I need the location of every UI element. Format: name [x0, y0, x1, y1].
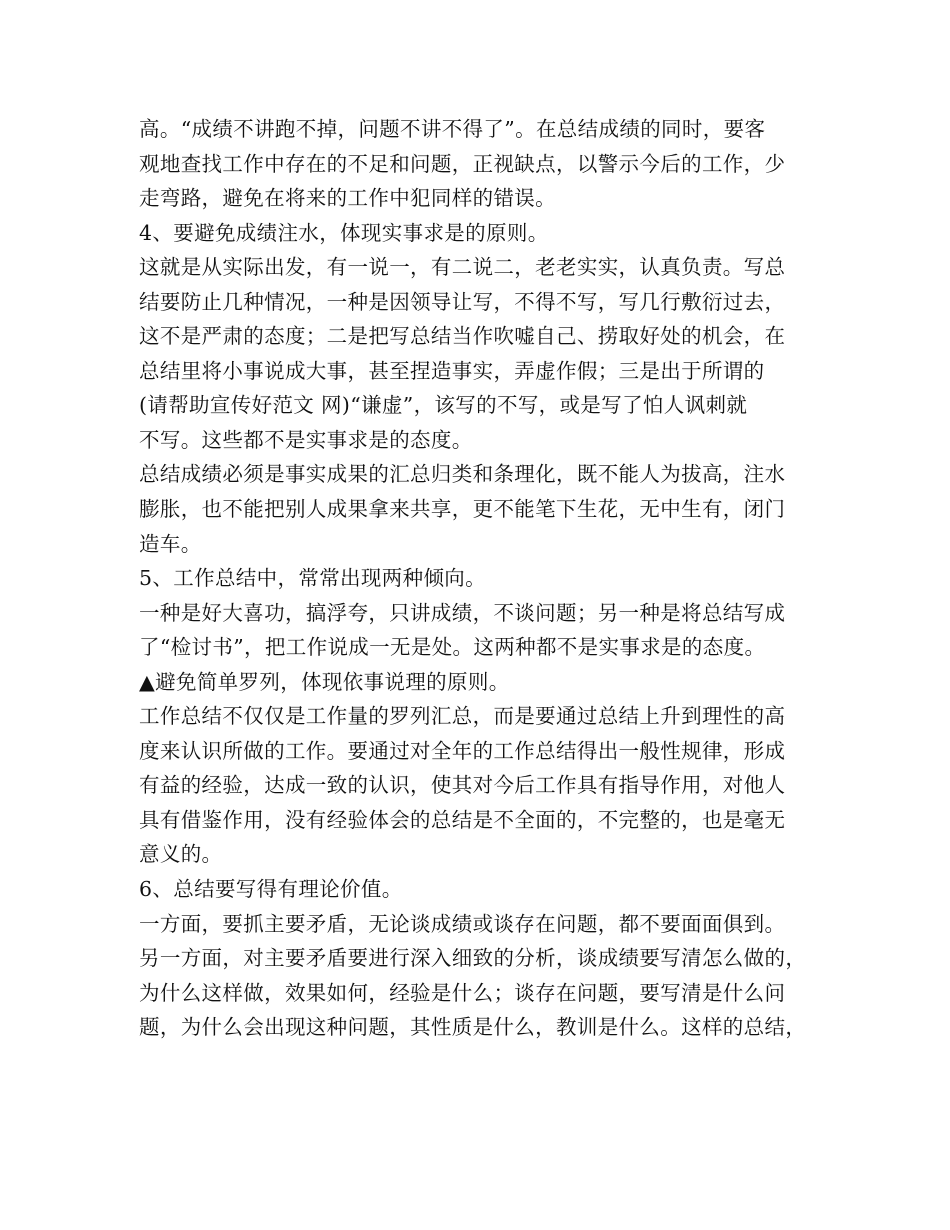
text-line: 具有借鉴作用，没有经验体会的总结是不全面的，不完整的，也是毫无: [139, 807, 786, 832]
text-line: 造车。: [139, 531, 202, 556]
text-line: 这就是从实际出发，有一说一，有二说二，老老实实，认真负责。写总: [139, 255, 786, 280]
text-line: 膨胀，也不能把别人成果拿来共享，更不能笔下生花，无中生有，闭门: [139, 497, 786, 522]
text-line: 一方面，要抓主要矛盾，无论谈成绩或谈存在问题，都不要面面俱到。: [139, 911, 786, 936]
text-line: 不写。这些都不是实事求是的态度。: [139, 427, 473, 452]
text-line: 有益的经验，达成一致的认识，使其对今后工作具有指导作用，对他人: [139, 773, 786, 798]
document-body: [139, 112, 839, 1045]
text-line: (请帮助宣传好范文 网)“谦虚”，该写的不写，或是写了怕人讽刺就: [139, 393, 748, 418]
text-line: 度来认识所做的工作。要通过对全年的工作总结得出一般性规律，形成: [139, 738, 786, 763]
text-line: 结要防止几种情况，一种是因领导让写，不得不写，写几行敷衍过去，: [139, 289, 786, 314]
text-line: 了“检讨书”，把工作说成一无是处。这两种都不是实事求是的态度。: [139, 635, 766, 660]
section-heading-6: 6、总结要写得有理论价值。: [139, 877, 403, 902]
text-line: 为什么这样做，效果如何，经验是什么；谈存在问题，要写清是什么问: [139, 980, 786, 1005]
text-line: 一种是好大喜功，搞浮夸，只讲成绩，不谈问题；另一种是将总结写成: [139, 600, 786, 625]
section-heading-4: 4、要避免成绩注水，体现实事求是的原则。: [139, 220, 549, 245]
text-line: 题，为什么会出现这种问题，其性质是什么，教训是什么。这样的总结，: [139, 1015, 807, 1040]
text-line: 走弯路，避免在将来的工作中犯同样的错误。: [139, 186, 556, 211]
text-line: 总结里将小事说成大事，甚至捏造事实，弄虚作假；三是出于所谓的: [139, 358, 765, 383]
section-heading-triangle: ▲避免简单罗列，体现依事说理的原则。: [139, 669, 510, 694]
text-line: 这不是严肃的态度；二是把写总结当作吹嘘自己、捞取好处的机会，在: [139, 324, 786, 349]
text-line: 另一方面，对主要矛盾要进行深入细致的分析，谈成绩要写清怎么做的，: [139, 946, 807, 971]
text-line: 观地查找工作中存在的不足和问题，正视缺点，以警示今后的工作，少: [139, 151, 786, 176]
section-heading-5: 5、工作总结中，常常出现两种倾向。: [139, 566, 486, 591]
text-line: 工作总结不仅仅是工作量的罗列汇总，而是要通过总结上升到理性的高: [139, 704, 786, 729]
text-line: 意义的。: [139, 842, 223, 867]
text-line: 总结成绩必须是事实成果的汇总归类和条理化，既不能人为拔高，注水: [139, 462, 786, 487]
text-line: 高。“成绩不讲跑不掉，问题不讲不得了”。在总结成绩的同时，要客: [139, 117, 766, 141]
